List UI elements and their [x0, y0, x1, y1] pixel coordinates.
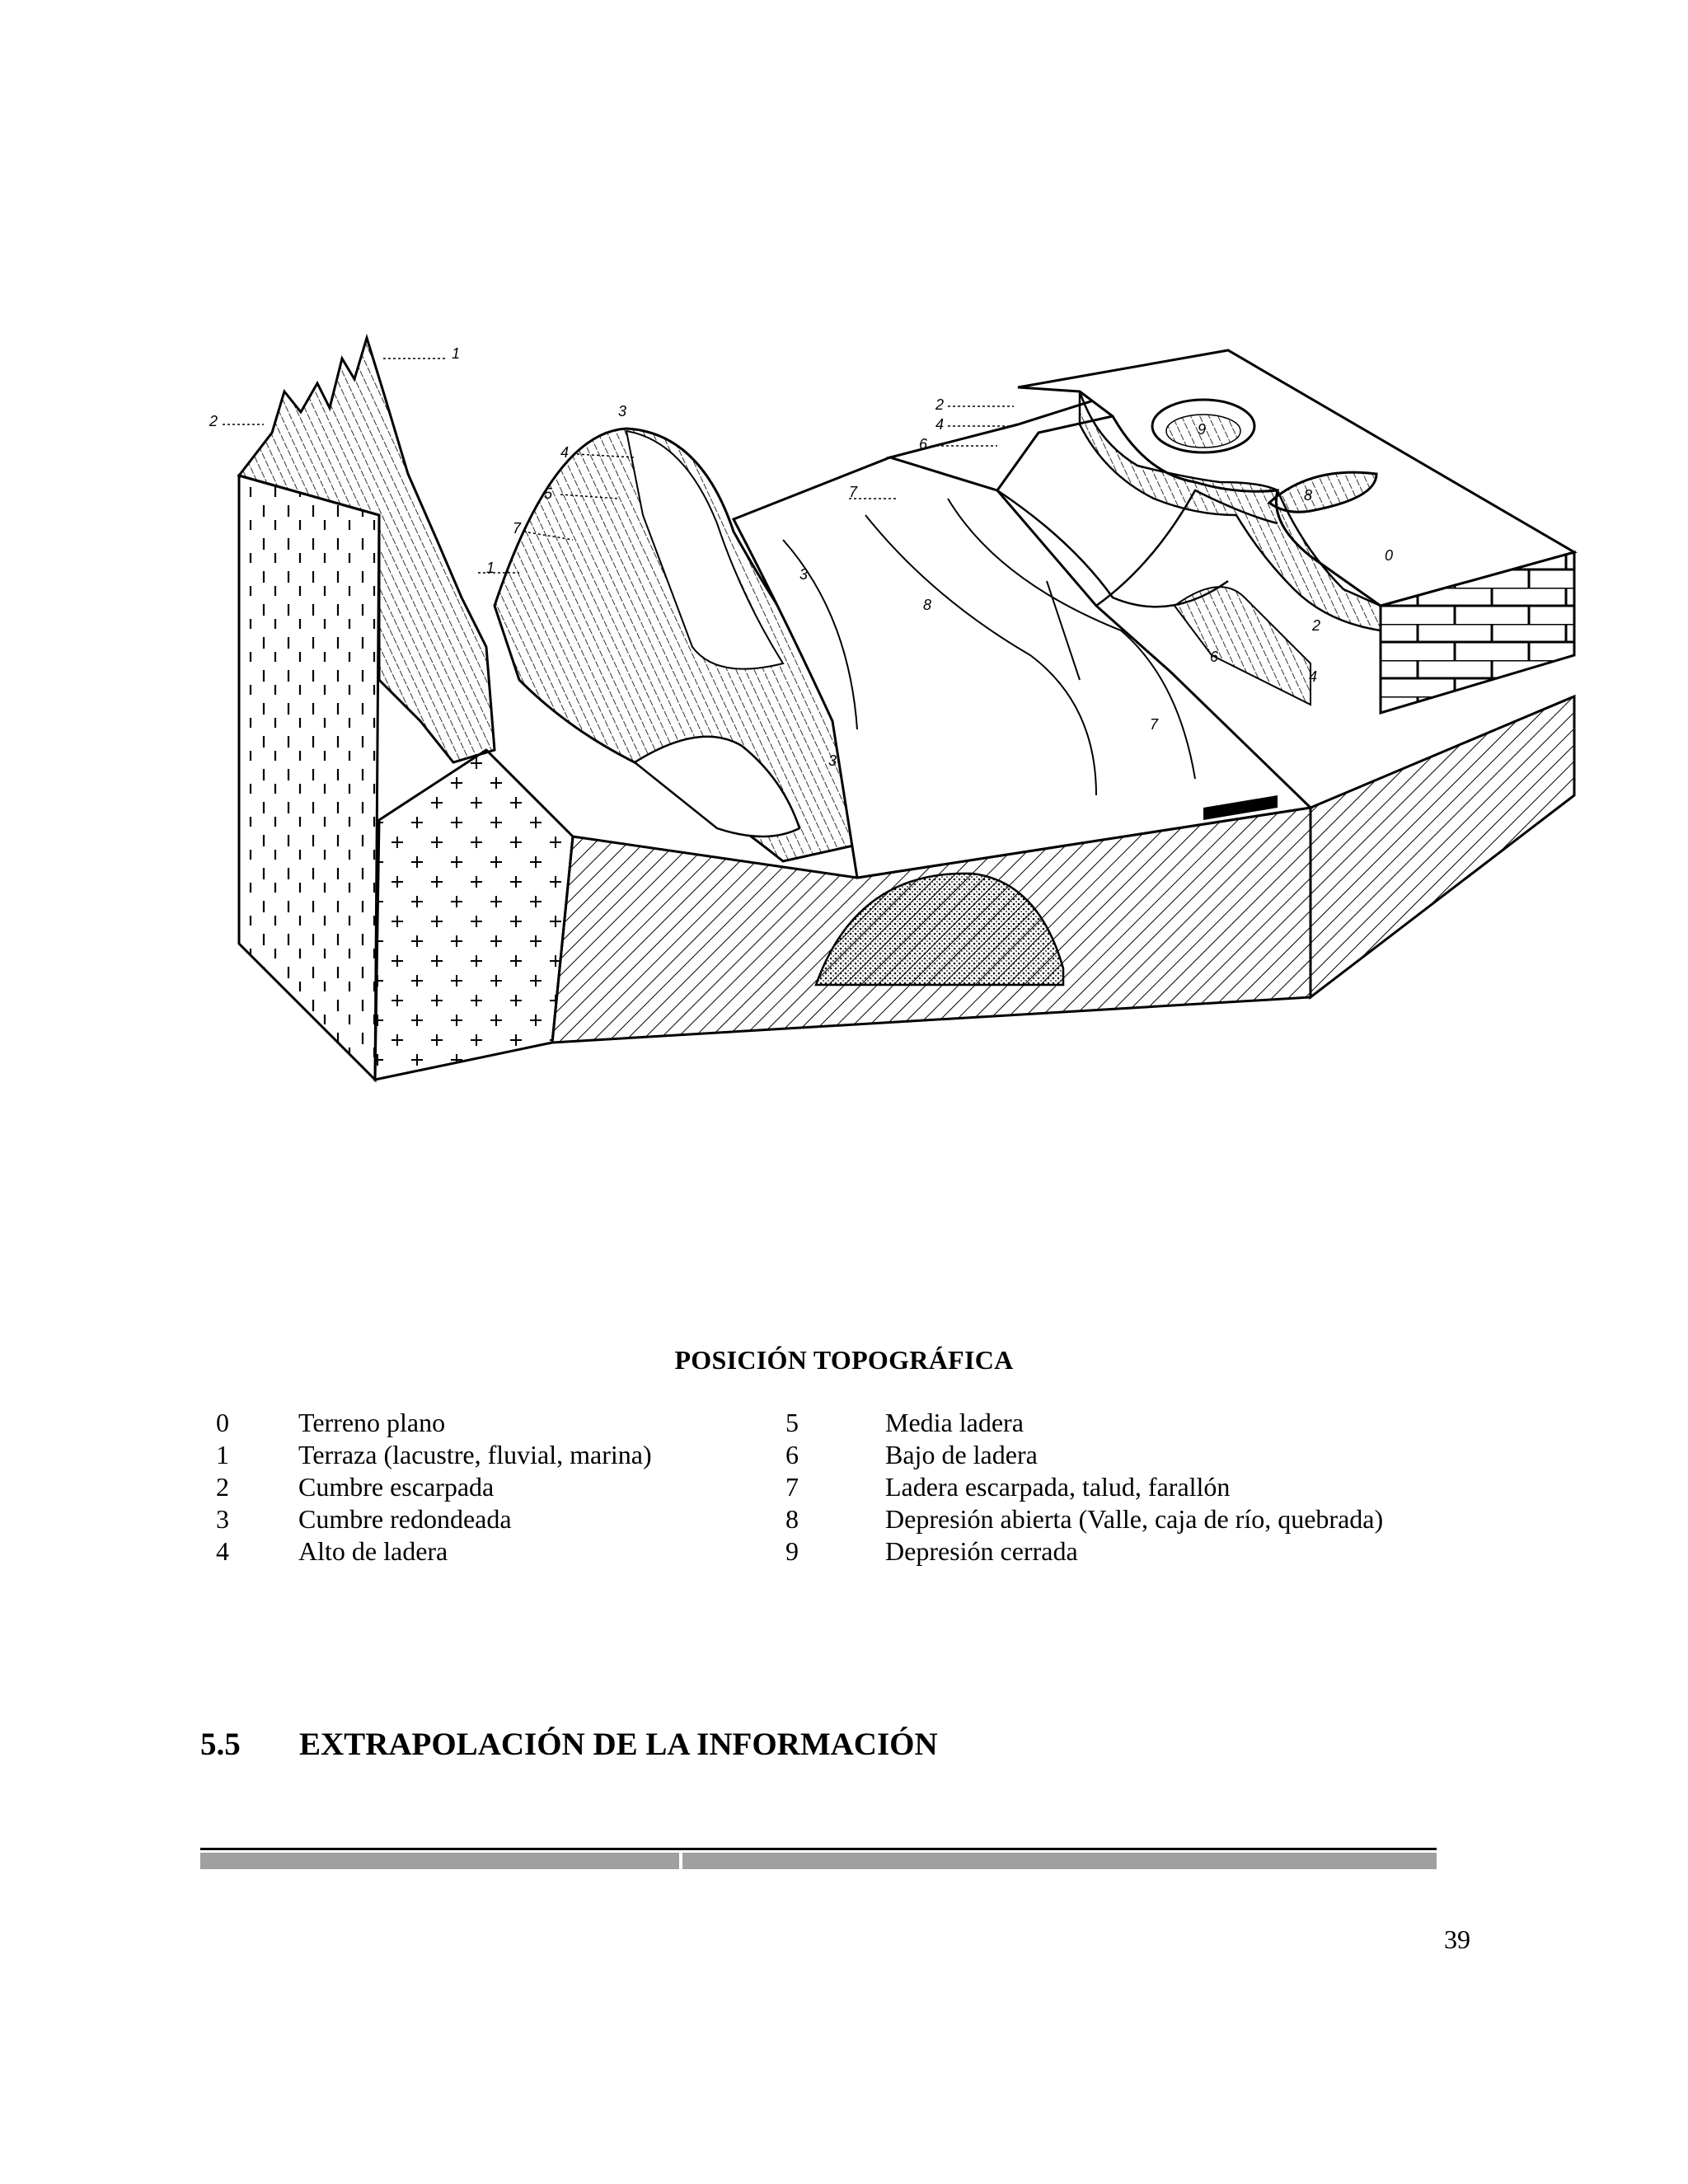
- footer-rule: [200, 1848, 1437, 1870]
- legend-right-column: [785, 1407, 1383, 1568]
- legend-number: 1: [216, 1440, 229, 1469]
- callout-4-escarpment: 4: [1309, 668, 1318, 685]
- left-face-tick-rock: [239, 476, 379, 1080]
- block-diagram-figure: [206, 334, 1607, 1104]
- callout-3-lobe: 3: [828, 752, 837, 769]
- legend-label: Media ladera: [885, 1408, 1024, 1437]
- footer-bar-right: [682, 1853, 1437, 1869]
- right-face-hatched: [1311, 696, 1574, 997]
- escarpment-lower: [1175, 587, 1311, 705]
- callout-2-left: 2: [209, 413, 218, 429]
- legend-label: Bajo de ladera: [885, 1440, 1038, 1469]
- callout-0-plain: 0: [1385, 547, 1394, 564]
- callout-7-hill: 7: [513, 520, 522, 537]
- legend-item: [216, 1471, 652, 1503]
- callout-2-plateau: 2: [935, 396, 945, 413]
- callout-8-valley: 8: [923, 597, 932, 613]
- legend-item: [216, 1439, 652, 1471]
- callout-6-plateau: 6: [919, 436, 928, 452]
- callout-4-plateau: 4: [935, 416, 945, 433]
- callout-2-escarpment: 2: [1312, 617, 1321, 634]
- legend-item: [785, 1503, 1383, 1535]
- section-heading: [200, 1726, 938, 1763]
- footer-bar-left: [200, 1853, 679, 1869]
- callout-7-valley: 7: [849, 484, 858, 500]
- legend-item: [785, 1439, 1383, 1471]
- callout-4-hill: 4: [560, 444, 570, 461]
- legend-number: 9: [785, 1536, 799, 1566]
- legend-item: [785, 1407, 1383, 1439]
- callout-3-face: 3: [799, 566, 809, 583]
- legend-number: 2: [216, 1472, 229, 1502]
- callout-1-peak: 1: [452, 345, 461, 362]
- callout-7-slope: 7: [1150, 716, 1159, 733]
- legend-left-column: [216, 1407, 652, 1568]
- legend-item: [216, 1535, 652, 1568]
- callout-5-hill: 5: [544, 485, 553, 502]
- legend-label: Depresión abierta (Valle, caja de río, quebrada): [885, 1504, 1384, 1534]
- callout-3-top: 3: [618, 403, 627, 419]
- legend-number: 7: [785, 1472, 799, 1502]
- section-title: EXTRAPOLACIÓN DE LA INFORMACIÓN: [299, 1727, 938, 1762]
- legend-number: 5: [785, 1408, 799, 1437]
- legend-item: [216, 1503, 652, 1535]
- legend-label: Ladera escarpada, talud, farallón: [885, 1472, 1231, 1502]
- legend-label: Cumbre escarpada: [298, 1472, 495, 1502]
- legend-label: Terreno plano: [298, 1408, 446, 1437]
- callout-9-depression: 9: [1198, 421, 1207, 438]
- section-number: 5.5: [200, 1727, 241, 1762]
- front-face-granite: [375, 750, 573, 1080]
- legend-label: Cumbre redondeada: [298, 1504, 512, 1534]
- callout-8-depression: 8: [1304, 487, 1313, 504]
- legend-label: Depresión cerrada: [885, 1536, 1078, 1566]
- legend-number: 3: [216, 1504, 229, 1534]
- legend-number: 0: [216, 1408, 229, 1437]
- legend-number: 8: [785, 1504, 799, 1534]
- legend-title: POSICIÓN TOPOGRÁFICA: [674, 1345, 1014, 1375]
- legend-item: [785, 1535, 1383, 1568]
- legend-item: [785, 1471, 1383, 1503]
- legend-label: Alto de ladera: [298, 1536, 448, 1566]
- block-diagram-svg: [206, 334, 1607, 1104]
- callout-6-escarpment: 6: [1210, 649, 1219, 665]
- legend-number: 6: [785, 1440, 799, 1469]
- callout-1-terrace-left: 1: [486, 560, 495, 576]
- page-number: 39: [1444, 1924, 1470, 1954]
- legend-number: 4: [216, 1536, 229, 1566]
- legend-label: Terraza (lacustre, fluvial, marina): [298, 1440, 652, 1469]
- legend-item: [216, 1407, 652, 1439]
